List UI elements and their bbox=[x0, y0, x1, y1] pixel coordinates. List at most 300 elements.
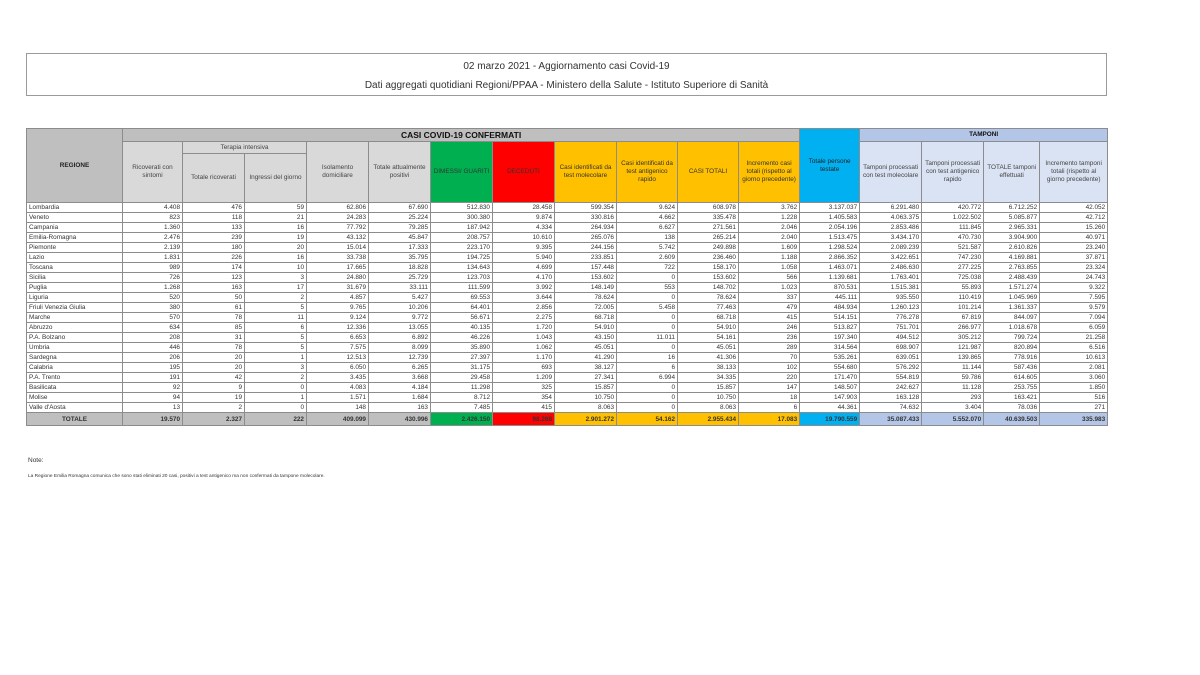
cell-tamp-molecolare: 935.550 bbox=[860, 293, 922, 303]
cell-incremento-tamp: 6.059 bbox=[1040, 323, 1108, 333]
cell-incremento-tamp: 40.971 bbox=[1040, 233, 1108, 243]
cell-deceduti: 693 bbox=[493, 363, 555, 373]
cell-persone-testate: 1.463.071 bbox=[800, 263, 860, 273]
cell-ricoverati: 570 bbox=[123, 313, 183, 323]
cell-ti-ingressi: 16 bbox=[245, 253, 307, 263]
cell-tamp-totale: 5.085.877 bbox=[984, 213, 1040, 223]
cell-regione: Veneto bbox=[27, 213, 123, 223]
cell-regione: Campania bbox=[27, 223, 123, 233]
cell-incremento-casi: 479 bbox=[739, 303, 800, 313]
cell-deceduti: 1.720 bbox=[493, 323, 555, 333]
total-isolamento: 409.099 bbox=[307, 413, 369, 426]
header-tamponi-totale: TOTALE tamponi effettuati bbox=[984, 142, 1040, 203]
total-positivi: 430.996 bbox=[369, 413, 431, 426]
cell-deceduti: 4.699 bbox=[493, 263, 555, 273]
cell-deceduti: 10.610 bbox=[493, 233, 555, 243]
cell-deceduti: 28.458 bbox=[493, 203, 555, 213]
cell-casi-totali: 249.898 bbox=[678, 243, 739, 253]
header-positivi: Totale attualmente positivi bbox=[369, 142, 431, 203]
cell-positivi: 5.427 bbox=[369, 293, 431, 303]
cell-persone-testate: 1.139.681 bbox=[800, 273, 860, 283]
cell-incremento-casi: 1.609 bbox=[739, 243, 800, 253]
cell-dimessi: 123.703 bbox=[431, 273, 493, 283]
cell-incremento-casi: 289 bbox=[739, 343, 800, 353]
cell-tamp-totale: 820.894 bbox=[984, 343, 1040, 353]
cell-persone-testate: 197.340 bbox=[800, 333, 860, 343]
cell-incremento-casi: 1.058 bbox=[739, 263, 800, 273]
cell-ti-totale: 239 bbox=[183, 233, 245, 243]
cell-incremento-tamp: 42.052 bbox=[1040, 203, 1108, 213]
cell-isolamento: 4.857 bbox=[307, 293, 369, 303]
cell-incremento-tamp: 2.081 bbox=[1040, 363, 1108, 373]
cell-deceduti: 2.856 bbox=[493, 303, 555, 313]
table-row bbox=[27, 223, 1108, 233]
cell-deceduti: 1.062 bbox=[493, 343, 555, 353]
total-incremento-casi: 17.083 bbox=[739, 413, 800, 426]
header-ti-ingressi: Ingressi del giorno bbox=[245, 154, 307, 203]
cell-incremento-casi: 337 bbox=[739, 293, 800, 303]
cell-ti-totale: 42 bbox=[183, 373, 245, 383]
cell-casi-rapido: 0 bbox=[617, 343, 678, 353]
cell-tamp-molecolare: 3.422.651 bbox=[860, 253, 922, 263]
cell-dimessi: 111.599 bbox=[431, 283, 493, 293]
table-row bbox=[27, 403, 1108, 413]
cell-incremento-casi: 236 bbox=[739, 333, 800, 343]
cell-casi-totali: 608.978 bbox=[678, 203, 739, 213]
notes-label: Note: bbox=[28, 457, 44, 464]
cell-tamp-totale: 587.436 bbox=[984, 363, 1040, 373]
cell-incremento-tamp: 271 bbox=[1040, 403, 1108, 413]
cell-dimessi: 187.942 bbox=[431, 223, 493, 233]
cell-ricoverati: 92 bbox=[123, 383, 183, 393]
header-casi-rapido: Casi identificati da test antigenico rapido bbox=[617, 142, 678, 203]
cell-persone-testate: 2.054.196 bbox=[800, 223, 860, 233]
cell-dimessi: 29.458 bbox=[431, 373, 493, 383]
cell-casi-rapido: 553 bbox=[617, 283, 678, 293]
header-tamponi-antigenico: Tamponi processati con test antigenico rapido bbox=[922, 142, 984, 203]
table-row bbox=[27, 333, 1108, 343]
cell-ti-totale: 19 bbox=[183, 393, 245, 403]
cell-ti-ingressi: 2 bbox=[245, 293, 307, 303]
cell-ti-ingressi: 17 bbox=[245, 283, 307, 293]
table-row bbox=[27, 373, 1108, 383]
cell-persone-testate: 3.137.037 bbox=[800, 203, 860, 213]
cell-incremento-casi: 147 bbox=[739, 383, 800, 393]
cell-casi-rapido: 11.011 bbox=[617, 333, 678, 343]
cell-incremento-tamp: 9.579 bbox=[1040, 303, 1108, 313]
table-row bbox=[27, 303, 1108, 313]
cell-tamp-totale: 1.018.678 bbox=[984, 323, 1040, 333]
cell-tamp-antigenico: 67.819 bbox=[922, 313, 984, 323]
cell-tamp-molecolare: 2.853.486 bbox=[860, 223, 922, 233]
table-row bbox=[27, 273, 1108, 283]
cell-casi-rapido: 5.742 bbox=[617, 243, 678, 253]
cell-tamp-antigenico: 101.214 bbox=[922, 303, 984, 313]
cell-positivi: 163 bbox=[369, 403, 431, 413]
cell-casi-molecolare: 27.341 bbox=[555, 373, 617, 383]
cell-tamp-antigenico: 59.786 bbox=[922, 373, 984, 383]
cell-incremento-casi: 220 bbox=[739, 373, 800, 383]
cell-positivi: 67.690 bbox=[369, 203, 431, 213]
cell-incremento-casi: 6 bbox=[739, 403, 800, 413]
cell-ricoverati: 2.476 bbox=[123, 233, 183, 243]
cell-ti-ingressi: 59 bbox=[245, 203, 307, 213]
cell-ricoverati: 4.408 bbox=[123, 203, 183, 213]
cell-isolamento: 12.336 bbox=[307, 323, 369, 333]
cell-ti-ingressi: 5 bbox=[245, 333, 307, 343]
cell-ti-totale: 9 bbox=[183, 383, 245, 393]
cell-positivi: 25.224 bbox=[369, 213, 431, 223]
cell-dimessi: 223.170 bbox=[431, 243, 493, 253]
cell-tamp-molecolare: 576.292 bbox=[860, 363, 922, 373]
cell-persone-testate: 1.298.524 bbox=[800, 243, 860, 253]
cell-regione: Umbria bbox=[27, 343, 123, 353]
cell-ricoverati: 195 bbox=[123, 363, 183, 373]
cell-isolamento: 6.653 bbox=[307, 333, 369, 343]
cell-regione: Lombardia bbox=[27, 203, 123, 213]
cell-ti-totale: 163 bbox=[183, 283, 245, 293]
cell-dimessi: 69.553 bbox=[431, 293, 493, 303]
cell-casi-totali: 54.161 bbox=[678, 333, 739, 343]
cell-ricoverati: 2.139 bbox=[123, 243, 183, 253]
cell-casi-molecolare: 153.602 bbox=[555, 273, 617, 283]
cell-casi-molecolare: 264.934 bbox=[555, 223, 617, 233]
header-deceduti: DECEDUTI bbox=[493, 142, 555, 203]
cell-positivi: 6.892 bbox=[369, 333, 431, 343]
cell-incremento-tamp: 23.324 bbox=[1040, 263, 1108, 273]
cell-casi-totali: 45.051 bbox=[678, 343, 739, 353]
cell-ricoverati: 13 bbox=[123, 403, 183, 413]
cell-tamp-molecolare: 6.291.480 bbox=[860, 203, 922, 213]
cell-tamp-molecolare: 163.128 bbox=[860, 393, 922, 403]
cell-casi-totali: 54.910 bbox=[678, 323, 739, 333]
cell-ricoverati: 520 bbox=[123, 293, 183, 303]
cell-ricoverati: 1.360 bbox=[123, 223, 183, 233]
cell-casi-totali: 271.561 bbox=[678, 223, 739, 233]
cell-ricoverati: 191 bbox=[123, 373, 183, 383]
cell-ti-totale: 50 bbox=[183, 293, 245, 303]
cell-incremento-casi: 18 bbox=[739, 393, 800, 403]
cell-isolamento: 9.124 bbox=[307, 313, 369, 323]
cell-casi-totali: 38.133 bbox=[678, 363, 739, 373]
cell-ti-totale: 180 bbox=[183, 243, 245, 253]
cell-incremento-tamp: 9.322 bbox=[1040, 283, 1108, 293]
cell-isolamento: 6.050 bbox=[307, 363, 369, 373]
cell-dimessi: 27.397 bbox=[431, 353, 493, 363]
cell-dimessi: 194.725 bbox=[431, 253, 493, 263]
cell-tamp-totale: 1.045.969 bbox=[984, 293, 1040, 303]
cell-tamp-antigenico: 11.144 bbox=[922, 363, 984, 373]
total-persone-testate: 19.790.559 bbox=[800, 413, 860, 426]
cell-tamp-totale: 614.605 bbox=[984, 373, 1040, 383]
table-row bbox=[27, 343, 1108, 353]
cell-tamp-molecolare: 751.701 bbox=[860, 323, 922, 333]
table-row bbox=[27, 213, 1108, 223]
cell-dimessi: 40.135 bbox=[431, 323, 493, 333]
cell-tamp-antigenico: 470.730 bbox=[922, 233, 984, 243]
cell-casi-rapido: 6.994 bbox=[617, 373, 678, 383]
cell-dimessi: 56.671 bbox=[431, 313, 493, 323]
cell-persone-testate: 1.405.583 bbox=[800, 213, 860, 223]
cell-isolamento: 15.014 bbox=[307, 243, 369, 253]
cell-ti-ingressi: 3 bbox=[245, 273, 307, 283]
cell-incremento-tamp: 516 bbox=[1040, 393, 1108, 403]
cell-deceduti: 3.992 bbox=[493, 283, 555, 293]
cell-casi-totali: 15.857 bbox=[678, 383, 739, 393]
cell-casi-molecolare: 54.910 bbox=[555, 323, 617, 333]
cell-tamp-totale: 78.036 bbox=[984, 403, 1040, 413]
total-tamp-molecolare: 35.087.433 bbox=[860, 413, 922, 426]
cell-casi-molecolare: 233.851 bbox=[555, 253, 617, 263]
cell-ti-totale: 78 bbox=[183, 343, 245, 353]
cell-casi-molecolare: 10.750 bbox=[555, 393, 617, 403]
cell-incremento-tamp: 21.258 bbox=[1040, 333, 1108, 343]
cell-incremento-casi: 102 bbox=[739, 363, 800, 373]
cell-casi-molecolare: 599.354 bbox=[555, 203, 617, 213]
cell-regione: Liguria bbox=[27, 293, 123, 303]
header-incremento-tamponi: Incremento tamponi totali (rispetto al giorno precedente) bbox=[1040, 142, 1108, 203]
table-row bbox=[27, 323, 1108, 333]
cell-ti-totale: 123 bbox=[183, 273, 245, 283]
cell-ti-ingressi: 1 bbox=[245, 393, 307, 403]
cell-ti-totale: 2 bbox=[183, 403, 245, 413]
cell-regione: Friuli Venezia Giulia bbox=[27, 303, 123, 313]
total-casi-totali: 2.955.434 bbox=[678, 413, 739, 426]
cell-incremento-casi: 3.762 bbox=[739, 203, 800, 213]
cell-ti-ingressi: 11 bbox=[245, 313, 307, 323]
cell-regione: Sardegna bbox=[27, 353, 123, 363]
cell-casi-molecolare: 330.816 bbox=[555, 213, 617, 223]
cell-tamp-molecolare: 242.627 bbox=[860, 383, 922, 393]
cell-tamp-totale: 3.904.900 bbox=[984, 233, 1040, 243]
cell-ti-ingressi: 1 bbox=[245, 353, 307, 363]
cell-casi-totali: 265.214 bbox=[678, 233, 739, 243]
cell-tamp-antigenico: 139.865 bbox=[922, 353, 984, 363]
cell-incremento-casi: 2.040 bbox=[739, 233, 800, 243]
cell-incremento-casi: 2.046 bbox=[739, 223, 800, 233]
cell-positivi: 12.739 bbox=[369, 353, 431, 363]
cell-positivi: 9.772 bbox=[369, 313, 431, 323]
cell-incremento-tamp: 24.743 bbox=[1040, 273, 1108, 283]
cell-dimessi: 208.757 bbox=[431, 233, 493, 243]
cell-tamp-antigenico: 277.225 bbox=[922, 263, 984, 273]
cell-ti-totale: 61 bbox=[183, 303, 245, 313]
cell-casi-rapido: 16 bbox=[617, 353, 678, 363]
cell-incremento-casi: 1.188 bbox=[739, 253, 800, 263]
cell-tamp-antigenico: 1.022.502 bbox=[922, 213, 984, 223]
cell-deceduti: 4.170 bbox=[493, 273, 555, 283]
cell-deceduti: 1.209 bbox=[493, 373, 555, 383]
cell-tamp-antigenico: 121.987 bbox=[922, 343, 984, 353]
cell-tamp-antigenico: 111.845 bbox=[922, 223, 984, 233]
cell-tamp-totale: 778.916 bbox=[984, 353, 1040, 363]
cell-ricoverati: 634 bbox=[123, 323, 183, 333]
cell-tamp-totale: 2.610.826 bbox=[984, 243, 1040, 253]
cell-regione: P.A. Trento bbox=[27, 373, 123, 383]
cell-casi-rapido: 722 bbox=[617, 263, 678, 273]
cell-casi-molecolare: 265.076 bbox=[555, 233, 617, 243]
cell-positivi: 25.729 bbox=[369, 273, 431, 283]
cell-casi-molecolare: 148.149 bbox=[555, 283, 617, 293]
notes-text: La Regione Emilia Romagna comunica che sono stati eliminati 20 casi, positivi a test antigenico ma non confermati da tampone molecolare. bbox=[28, 474, 325, 479]
cell-positivi: 35.795 bbox=[369, 253, 431, 263]
cell-incremento-tamp: 7.094 bbox=[1040, 313, 1108, 323]
header-dimessi: DIMESSI/ GUARITI bbox=[431, 142, 493, 203]
cell-tamp-totale: 1.571.274 bbox=[984, 283, 1040, 293]
cell-casi-rapido: 2.609 bbox=[617, 253, 678, 263]
cell-ricoverati: 1.268 bbox=[123, 283, 183, 293]
header-incremento-casi: Incremento casi totali (rispetto al giorno precedente) bbox=[739, 142, 800, 203]
cell-ricoverati: 1.831 bbox=[123, 253, 183, 263]
cell-regione: Lazio bbox=[27, 253, 123, 263]
header-regione: REGIONE bbox=[27, 129, 123, 203]
cell-persone-testate: 513.827 bbox=[800, 323, 860, 333]
cell-casi-rapido: 5.458 bbox=[617, 303, 678, 313]
cell-casi-molecolare: 38.127 bbox=[555, 363, 617, 373]
cell-tamp-antigenico: 725.038 bbox=[922, 273, 984, 283]
cell-tamp-antigenico: 747.230 bbox=[922, 253, 984, 263]
cell-ricoverati: 94 bbox=[123, 393, 183, 403]
cell-casi-rapido: 0 bbox=[617, 293, 678, 303]
cell-deceduti: 4.334 bbox=[493, 223, 555, 233]
cell-casi-totali: 10.750 bbox=[678, 393, 739, 403]
cell-tamp-antigenico: 305.212 bbox=[922, 333, 984, 343]
cell-incremento-casi: 415 bbox=[739, 313, 800, 323]
cell-dimessi: 7.485 bbox=[431, 403, 493, 413]
cell-casi-molecolare: 8.063 bbox=[555, 403, 617, 413]
cell-casi-totali: 335.478 bbox=[678, 213, 739, 223]
cell-isolamento: 31.679 bbox=[307, 283, 369, 293]
cell-regione: Abruzzo bbox=[27, 323, 123, 333]
cell-positivi: 4.184 bbox=[369, 383, 431, 393]
cell-positivi: 45.847 bbox=[369, 233, 431, 243]
report-subtitle: Dati aggregati quotidiani Regioni/PPAA - Ministero della Salute - Istituto Superiore di Sanità bbox=[364, 80, 769, 91]
cell-deceduti: 354 bbox=[493, 393, 555, 403]
header-persone-testate: Totale persone testate bbox=[800, 129, 860, 203]
cell-persone-testate: 484.934 bbox=[800, 303, 860, 313]
cell-regione: Calabria bbox=[27, 363, 123, 373]
cell-casi-rapido: 0 bbox=[617, 393, 678, 403]
cell-persone-testate: 535.261 bbox=[800, 353, 860, 363]
cell-positivi: 13.055 bbox=[369, 323, 431, 333]
cell-persone-testate: 2.866.352 bbox=[800, 253, 860, 263]
total-casi-rapido: 54.162 bbox=[617, 413, 678, 426]
report-date-title: 02 marzo 2021 - Aggiornamento casi Covid-19 bbox=[463, 61, 670, 72]
cell-persone-testate: 870.531 bbox=[800, 283, 860, 293]
cell-casi-totali: 34.335 bbox=[678, 373, 739, 383]
header-casi-confermati: CASI COVID-19 CONFERMATI bbox=[123, 129, 800, 142]
cell-deceduti: 1.170 bbox=[493, 353, 555, 363]
cell-casi-totali: 158.170 bbox=[678, 263, 739, 273]
table-row bbox=[27, 243, 1108, 253]
cell-regione: Valle d'Aosta bbox=[27, 403, 123, 413]
total-row bbox=[27, 413, 1108, 426]
cell-ti-totale: 133 bbox=[183, 223, 245, 233]
cell-persone-testate: 147.903 bbox=[800, 393, 860, 403]
cell-tamp-molecolare: 776.278 bbox=[860, 313, 922, 323]
cell-ti-totale: 174 bbox=[183, 263, 245, 273]
header-ti-totale: Totale ricoverati bbox=[183, 154, 245, 203]
cell-isolamento: 62.806 bbox=[307, 203, 369, 213]
cell-ti-totale: 78 bbox=[183, 313, 245, 323]
total-casi-molecolare: 2.901.272 bbox=[555, 413, 617, 426]
cell-isolamento: 7.575 bbox=[307, 343, 369, 353]
cell-casi-totali: 8.063 bbox=[678, 403, 739, 413]
cell-tamp-totale: 1.361.337 bbox=[984, 303, 1040, 313]
cell-tamp-molecolare: 554.819 bbox=[860, 373, 922, 383]
report-title-box bbox=[26, 53, 1107, 96]
cell-isolamento: 3.435 bbox=[307, 373, 369, 383]
header-tamponi: TAMPONI bbox=[860, 129, 1108, 142]
cell-casi-rapido: 6.627 bbox=[617, 223, 678, 233]
total-tamp-antigenico: 5.552.070 bbox=[922, 413, 984, 426]
cell-tamp-totale: 253.755 bbox=[984, 383, 1040, 393]
cell-isolamento: 12.513 bbox=[307, 353, 369, 363]
cell-dimessi: 35.890 bbox=[431, 343, 493, 353]
cell-ti-totale: 226 bbox=[183, 253, 245, 263]
cell-tamp-totale: 2.488.439 bbox=[984, 273, 1040, 283]
table-row bbox=[27, 203, 1108, 213]
table-row bbox=[27, 383, 1108, 393]
cell-persone-testate: 314.564 bbox=[800, 343, 860, 353]
cell-isolamento: 4.083 bbox=[307, 383, 369, 393]
cell-ti-totale: 20 bbox=[183, 363, 245, 373]
header-isolamento: Isolamento domiciliare bbox=[307, 142, 369, 203]
cell-dimessi: 512.830 bbox=[431, 203, 493, 213]
cell-isolamento: 24.880 bbox=[307, 273, 369, 283]
cell-isolamento: 1.571 bbox=[307, 393, 369, 403]
cell-persone-testate: 171.470 bbox=[800, 373, 860, 383]
cell-positivi: 33.111 bbox=[369, 283, 431, 293]
cell-deceduti: 1.043 bbox=[493, 333, 555, 343]
cell-tamp-molecolare: 2.089.239 bbox=[860, 243, 922, 253]
cell-persone-testate: 554.680 bbox=[800, 363, 860, 373]
header-terapia-intensiva: Terapia intensiva bbox=[183, 142, 307, 154]
cell-casi-molecolare: 15.857 bbox=[555, 383, 617, 393]
cell-isolamento: 17.665 bbox=[307, 263, 369, 273]
header-tamponi-molecolare: Tamponi processati con test molecolare bbox=[860, 142, 922, 203]
cell-regione: Emilia-Romagna bbox=[27, 233, 123, 243]
cell-persone-testate: 148.507 bbox=[800, 383, 860, 393]
cell-ricoverati: 206 bbox=[123, 353, 183, 363]
cell-deceduti: 415 bbox=[493, 403, 555, 413]
cell-regione: Basilicata bbox=[27, 383, 123, 393]
cell-ti-ingressi: 0 bbox=[245, 383, 307, 393]
cell-incremento-casi: 1.023 bbox=[739, 283, 800, 293]
cell-casi-rapido: 0 bbox=[617, 383, 678, 393]
cell-ricoverati: 823 bbox=[123, 213, 183, 223]
total-regione: TOTALE bbox=[27, 413, 123, 426]
total-ti-ingressi: 222 bbox=[245, 413, 307, 426]
cell-incremento-tamp: 1.850 bbox=[1040, 383, 1108, 393]
cell-dimessi: 8.712 bbox=[431, 393, 493, 403]
cell-ti-totale: 31 bbox=[183, 333, 245, 343]
table-row bbox=[27, 253, 1108, 263]
cell-incremento-tamp: 15.260 bbox=[1040, 223, 1108, 233]
cell-positivi: 6.265 bbox=[369, 363, 431, 373]
cell-incremento-tamp: 3.060 bbox=[1040, 373, 1108, 383]
cell-tamp-antigenico: 11.128 bbox=[922, 383, 984, 393]
cell-persone-testate: 44.361 bbox=[800, 403, 860, 413]
cell-regione: Marche bbox=[27, 313, 123, 323]
total-ti-totale: 2.327 bbox=[183, 413, 245, 426]
cell-tamp-molecolare: 494.512 bbox=[860, 333, 922, 343]
cell-ti-totale: 118 bbox=[183, 213, 245, 223]
cell-tamp-totale: 6.712.252 bbox=[984, 203, 1040, 213]
cell-positivi: 3.668 bbox=[369, 373, 431, 383]
cell-positivi: 79.285 bbox=[369, 223, 431, 233]
cell-dimessi: 64.401 bbox=[431, 303, 493, 313]
